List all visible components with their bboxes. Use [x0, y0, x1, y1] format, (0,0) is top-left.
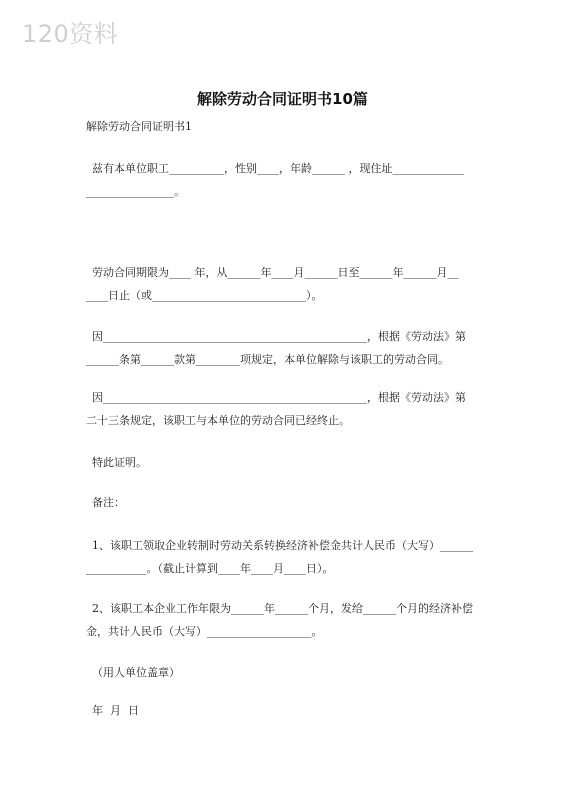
paragraph-line: ___________。（截止计算到____年____月____日）。 [86, 562, 334, 575]
paragraph-line: 2、该职工本企业工作年限为______年______个月，发给______个月的经济补偿 [92, 602, 473, 615]
paragraph-line: ____日止（或____________________________）。 [86, 289, 323, 302]
watermark-logo: 120资料 [22, 20, 119, 48]
paragraph-line: 1、该职工领取企业转制时劳动关系转换经济补偿金共计人民币（大写）______ [92, 539, 473, 552]
stamp-label: （用人单位盖章） [92, 666, 180, 679]
paragraph-line: 因________________________________________________，根据《劳动法》第 [92, 391, 466, 404]
date-line: 年 月 日 [92, 704, 139, 717]
page-title: 解除劳动合同证明书10篇 [197, 90, 368, 108]
paragraph-line: 因________________________________________________，根据《劳动法》第 [92, 330, 466, 343]
paragraph-line: 兹有本单位职工__________，性别____，年龄______ ，现住址_____________ [92, 162, 464, 175]
paragraph-line: 特此证明。 [92, 456, 147, 469]
subtitle: 解除劳动合同证明书1 [86, 120, 192, 133]
paragraph-line: ________________。 [86, 185, 185, 198]
paragraph-line: ______条第______款第________项规定，本单位解除与该职工的劳动合同。 [86, 353, 449, 366]
paragraph-line: 劳动合同期限为____ 年，从______年____月______日至______年______月__ [92, 266, 459, 279]
paragraph-line: 金，共计人民币（大写）___________________。 [86, 625, 323, 638]
paragraph-line: 备注： [92, 496, 125, 509]
paragraph-line: 二十三条规定，该职工与本单位的劳动合同已经终止。 [86, 414, 350, 427]
